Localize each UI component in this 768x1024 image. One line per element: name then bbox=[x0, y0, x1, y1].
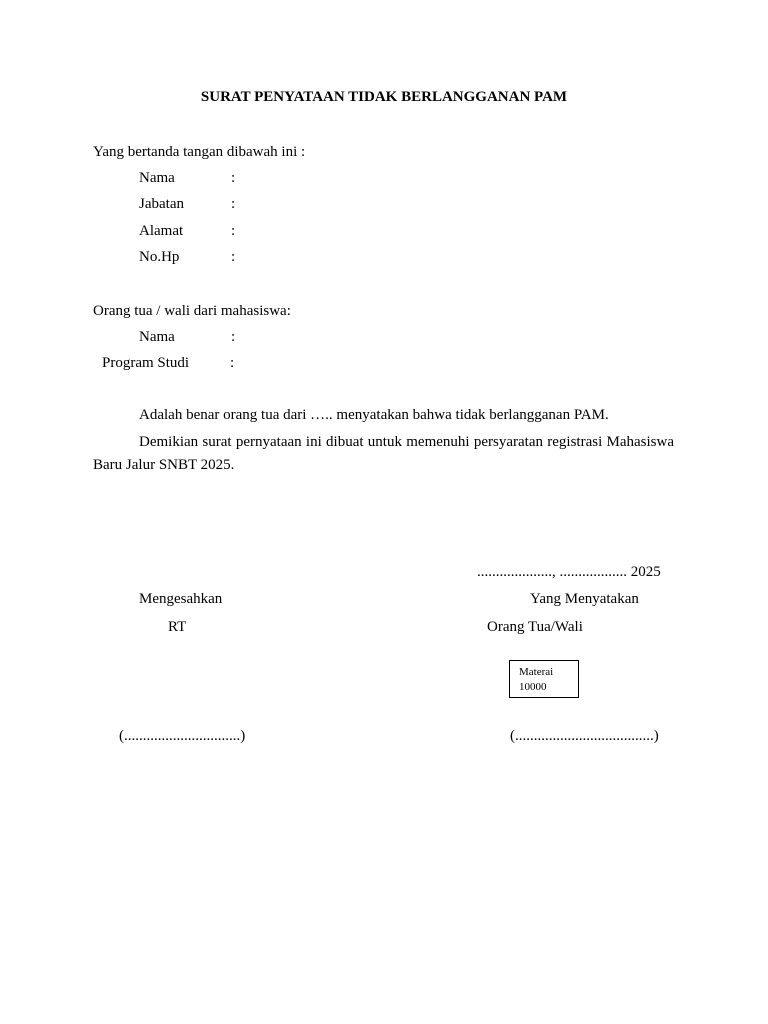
materai-stamp-box bbox=[509, 660, 579, 698]
materai-value: 10000 bbox=[519, 681, 547, 693]
right-signature-heading: Yang Menyatakan bbox=[530, 591, 639, 607]
left-signature-name-line: (...............................) bbox=[119, 728, 246, 744]
student-name-colon: : bbox=[231, 329, 236, 345]
document-title: SURAT PENYATAAN TIDAK BERLANGGANAN PAM bbox=[200, 89, 568, 105]
intro-text: Yang bertanda tangan dibawah ini : bbox=[93, 144, 306, 160]
signer-phone-colon: : bbox=[231, 249, 236, 265]
paragraph-statement: Adalah benar orang tua dari ….. menyatakan bahwa tidak berlangganan PAM. bbox=[139, 407, 609, 423]
place-date-line: ...................., .................. 2025 bbox=[477, 564, 661, 580]
signer-phone-label: No.Hp bbox=[139, 249, 180, 265]
study-program-label: Program Studi bbox=[102, 355, 190, 371]
materai-label: Materai bbox=[519, 666, 554, 678]
left-signature-heading: Mengesahkan bbox=[139, 591, 223, 607]
signer-position-colon: : bbox=[231, 196, 236, 212]
paragraph-closing: Demikian surat pernyataan ini dibuat untuk memenuhi persyaratan registrasi Mahasiswa Baru Jalur SNBT 2025. bbox=[93, 434, 674, 473]
signer-position-label: Jabatan bbox=[139, 196, 184, 212]
parent-intro-text: Orang tua / wali dari mahasiswa: bbox=[93, 303, 291, 319]
signer-name-colon: : bbox=[231, 170, 236, 186]
right-signature-name-line: (.....................................) bbox=[510, 728, 659, 744]
signer-address-label: Alamat bbox=[139, 223, 184, 239]
left-signature-role: RT bbox=[168, 619, 187, 635]
student-name-label: Nama bbox=[139, 329, 175, 345]
signer-address-colon: : bbox=[231, 223, 236, 239]
study-program-colon: : bbox=[230, 355, 235, 371]
right-signature-role: Orang Tua/Wali bbox=[487, 619, 583, 635]
signer-name-label: Nama bbox=[139, 170, 175, 186]
